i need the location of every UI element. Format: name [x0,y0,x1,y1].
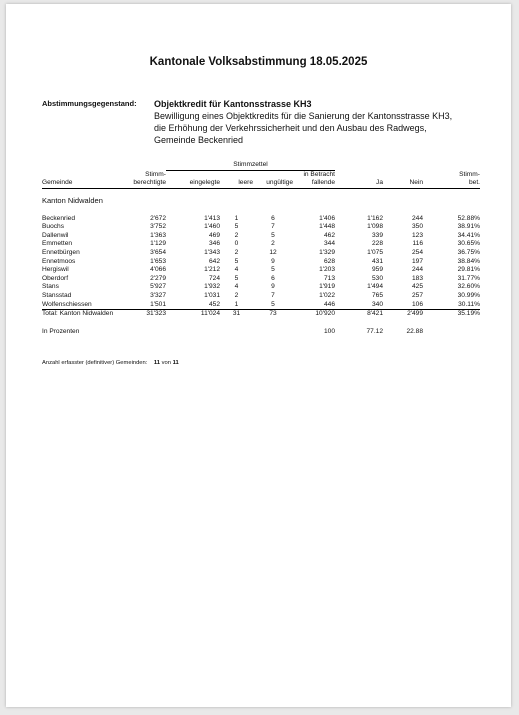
row-cell: 431 [371,257,383,265]
row-cell: 452 [166,301,220,310]
row-cell: 3'654 [150,248,166,256]
row-gemeinde: Wolfenschiessen [42,301,124,310]
row-cell: 4'066 [150,266,166,274]
row-cell: 3'752 [150,223,166,231]
row-cell: 2 [234,248,239,256]
row-cell: 183 [411,274,423,282]
row-cell: 1'501 [124,301,166,310]
row-cell: 425 [411,283,423,291]
percent-cell: 22.88 [406,327,423,335]
row-cell: 462 [323,231,335,239]
row-cell: 1'363 [150,231,166,239]
header-ungueltige: ungültige [253,170,293,188]
column-header-row [42,170,480,188]
row-gemeinde: Buochs [42,223,64,231]
subject-title: Objektkredit für Kantonsstrasse KH3 [154,99,312,109]
table-row [42,249,480,258]
header-nein: Nein [383,170,423,188]
row-cell: 1'919 [319,283,335,291]
row-cell: 257 [411,291,423,299]
row-cell: 244 [411,214,423,222]
row-gemeinde: Beckenried [42,214,75,222]
row-cell: 228 [371,240,383,248]
row-cell: 5'927 [150,283,166,291]
row-cell: 34.41% [457,231,480,239]
row-cell: 1'075 [367,248,383,256]
header-stimmberechtigte: Stimm- berechtigte [124,170,166,188]
row-cell: 2'279 [150,274,166,282]
results-table [42,161,480,336]
row-cell: 30.99% [457,291,480,299]
row-cell: 959 [371,266,383,274]
row-cell: 7 [271,291,275,299]
row-cell: 1'653 [150,257,166,265]
row-cell: 1'129 [150,240,166,248]
table-row [42,283,480,292]
row-cell: 106 [383,301,423,310]
row-cell: 1'406 [319,214,335,222]
row-cell: 9 [271,257,275,265]
total-cell: 31'323 [146,310,166,318]
row-gemeinde: Hergiswil [42,266,69,274]
row-cell: 469 [208,231,220,239]
row-cell: 197 [411,257,423,265]
total-cell: 11'024 [200,310,220,318]
row-cell: 52.88% [457,214,480,222]
row-cell: 344 [323,240,335,248]
header-eingelegte: eingelegte [166,170,220,188]
total-cell: 35.19% [457,310,480,318]
subject-label: Abstimmungsgegenstand: [42,99,137,108]
row-cell: 1'448 [319,223,335,231]
document-page [6,4,511,707]
row-cell: 1'413 [204,214,220,222]
row-cell: 1'460 [204,223,220,231]
row-cell: 1 [220,301,253,310]
row-cell: 9 [271,283,275,291]
total-cell: 10'920 [315,310,335,318]
subject-block [154,98,454,146]
table-row [42,292,480,301]
percent-row [42,319,480,337]
row-cell: 628 [323,257,335,265]
row-cell: 339 [371,231,383,239]
row-cell: 116 [412,240,423,248]
row-cell: 5 [271,231,275,239]
row-cell: 1 [234,214,239,222]
row-cell: 30.11% [423,301,480,310]
table-row [42,258,480,267]
row-gemeinde: Ennetmoos [42,257,76,265]
row-cell: 1'329 [319,248,335,256]
row-cell: 1'203 [319,266,335,274]
table-row [42,275,480,284]
page-title: Kantonale Volksabstimmung 18.05.2025 [149,56,368,68]
percent-cell: 100 [323,327,335,335]
row-cell: 1'932 [204,283,220,291]
row-cell: 30.65% [457,240,480,248]
row-gemeinde: Dallenwil [42,231,69,239]
row-cell: 5 [271,266,275,274]
row-cell: 1'162 [367,214,383,222]
row-gemeinde: Oberdorf [42,274,69,282]
row-cell: 36.75% [457,248,480,256]
subject-description: Bewilligung eines Objektkredits für die Sanierung der Kantonsstrasse KH3, die Erhöhung der Verkehrssicherheit und den Ausbau des Radwegs, Gemeinde Beckenried [154,111,453,145]
row-cell: 38.91% [457,223,480,231]
row-cell: 1'494 [367,283,383,291]
table-row [42,240,480,249]
row-cell: 2 [234,231,239,239]
row-cell: 0 [234,240,239,248]
table-row [42,223,480,232]
row-cell: 2 [234,291,239,299]
footer-count [42,360,179,366]
row-cell: 1'098 [367,223,383,231]
row-cell: 29.81% [457,266,480,274]
row-cell: 5 [234,223,239,231]
row-cell: 4 [234,283,239,291]
row-cell: 530 [371,274,383,282]
row-cell: 350 [411,223,423,231]
group-header-row [42,161,480,170]
table-row [42,266,480,275]
header-stimmbet: Stimm- bet. [423,170,480,188]
row-gemeinde: Stansstad [42,291,72,299]
row-cell: 32.60% [457,283,480,291]
total-row [42,310,480,319]
row-cell: 724 [208,274,220,282]
row-gemeinde: Stans [42,283,59,291]
row-cell: 2 [271,240,275,248]
section-title: Kanton Nidwalden [42,196,103,206]
row-cell: 38.84% [457,257,480,265]
row-cell: 254 [411,248,423,256]
row-cell: 642 [208,257,220,265]
row-cell: 346 [208,240,220,248]
row-cell: 2'672 [150,214,166,222]
total-label: Total: Kanton Nidwalden [42,310,114,318]
row-cell: 713 [323,274,335,282]
row-cell: 4 [234,266,239,274]
section-row [42,197,480,206]
row-cell: 340 [335,301,383,310]
row-cell: 1'022 [319,291,335,299]
header-ja: Ja [335,170,383,188]
table-row [42,215,480,224]
group-header-stimmzettel: Stimmzettel [166,161,335,170]
total-cell: 31 [232,310,241,318]
header-leere: leere [220,170,253,188]
total-cell: 2'499 [407,310,423,318]
row-cell: 1'031 [204,291,220,299]
footer-of: von [161,360,171,366]
total-cell: 8'421 [367,310,383,318]
footer-count-value: 11 [153,360,160,366]
row-cell: 3'327 [150,291,166,299]
row-cell: 5 [234,274,239,282]
percent-label: In Prozenten [42,327,80,335]
row-gemeinde: Emmetten [42,240,73,248]
row-gemeinde: Ennetbürgen [42,248,80,256]
header-gemeinde: Gemeinde [42,170,124,188]
row-cell: 12 [269,248,277,256]
header-in-betracht: in Betracht fallende [293,170,335,188]
footer-label: Anzahl erfasster (definitiver) Gemeinden: [42,360,148,366]
row-cell: 7 [271,223,275,231]
row-cell: 123 [411,231,423,239]
percent-cell: 77.12 [366,327,383,335]
row-cell: 765 [371,291,383,299]
total-cell: 73 [269,310,277,318]
row-cell: 1'212 [204,266,220,274]
row-cell: 31.77% [457,274,480,282]
table-row [42,301,480,310]
row-cell: 5 [253,301,293,310]
row-cell: 244 [411,266,423,274]
row-cell: 6 [271,214,275,222]
row-cell: 1'343 [204,248,220,256]
footer-total-value: 11 [172,360,179,366]
table-row [42,232,480,241]
row-cell: 5 [234,257,239,265]
row-cell: 446 [293,301,335,310]
row-cell: 6 [271,274,275,282]
